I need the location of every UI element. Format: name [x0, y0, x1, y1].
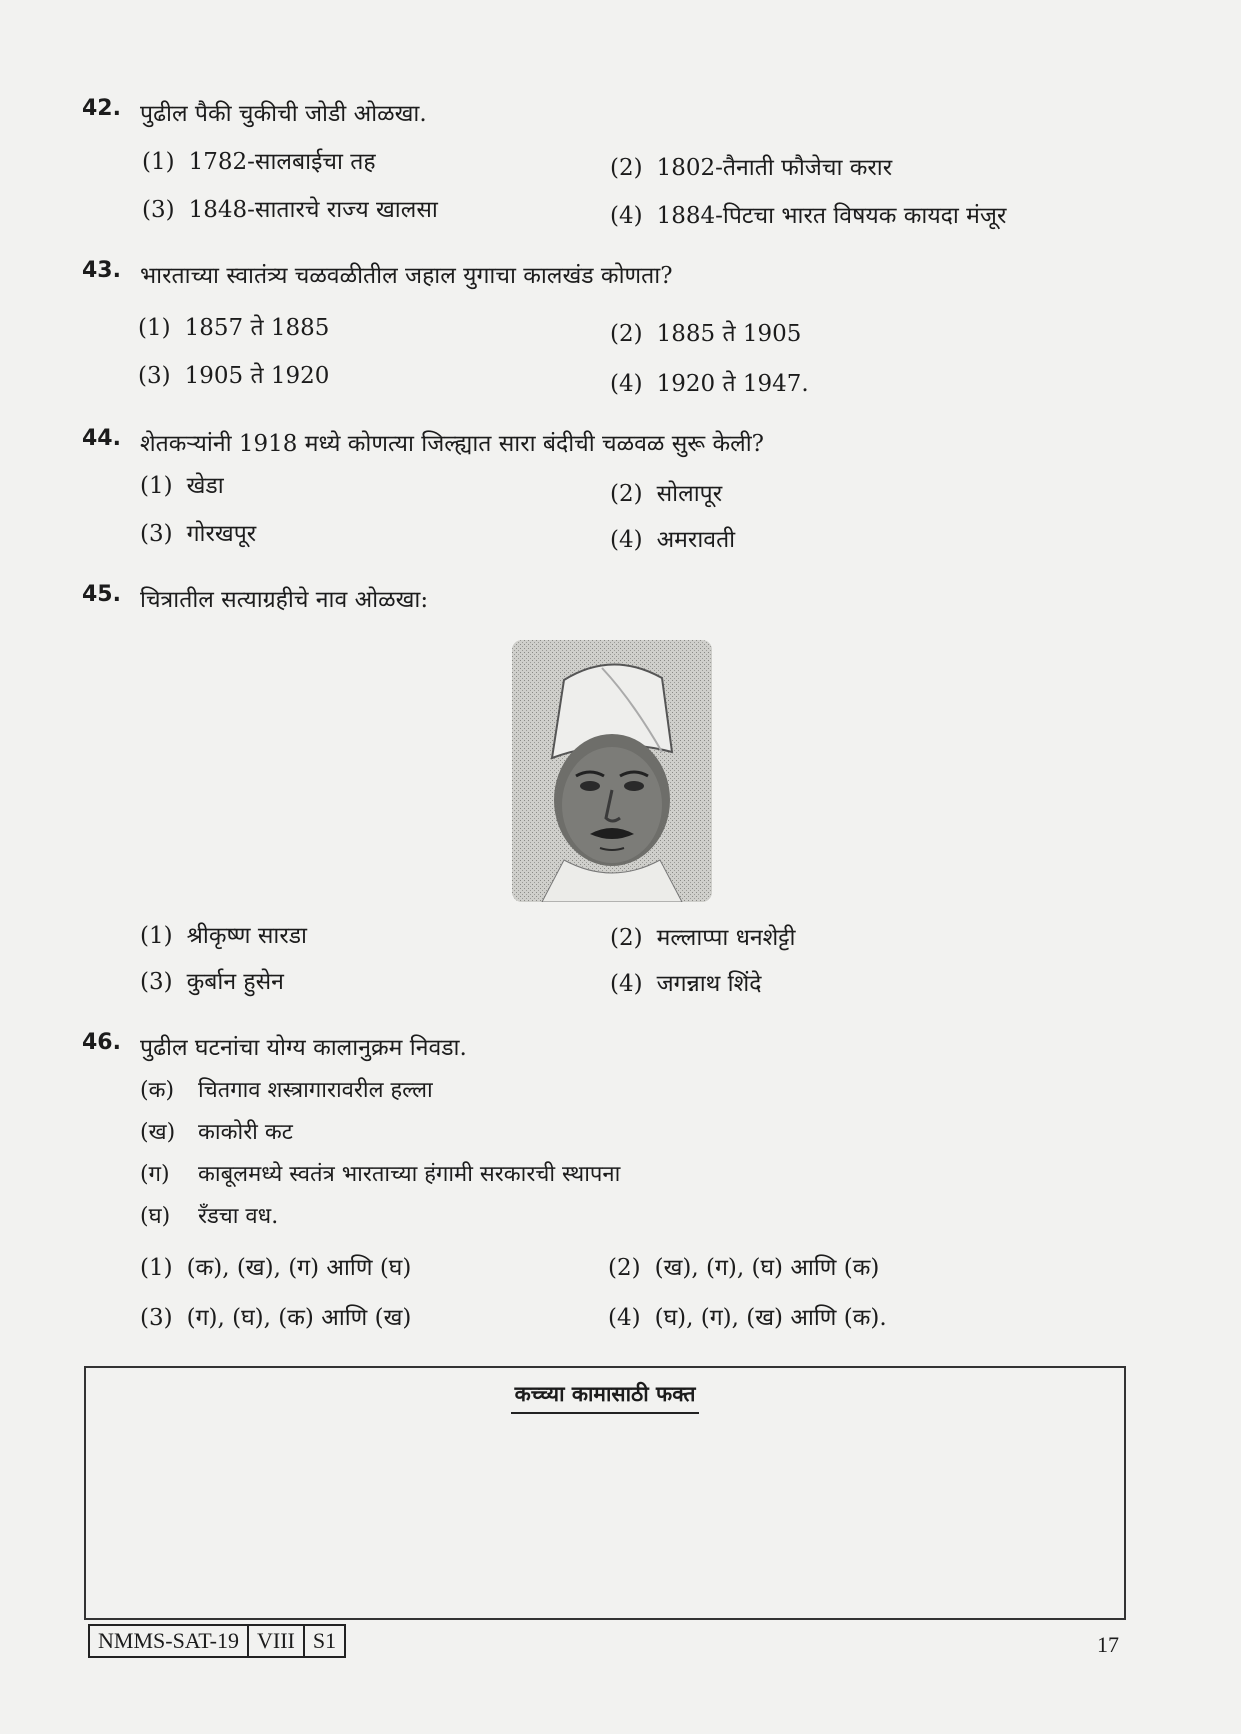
rough-work-label: कच्च्या कामासाठी फक्त [86, 1380, 1124, 1408]
question-text: भारताच्या स्वातंत्र्य चळवळीतील जहाल युगाचा कालखंड कोणता? [140, 263, 673, 289]
satyagrahi-portrait [512, 640, 712, 902]
event-ga: (ग) काबूलमध्ये स्वतंत्र भारताच्या हंगामी सरकारची स्थापना [140, 1162, 621, 1187]
paper-code-set: S1 [304, 1625, 345, 1657]
option-2[interactable]: (2) सोलापूर [610, 481, 723, 507]
option-2[interactable]: (2) 1885 ते 1905 [610, 321, 802, 347]
option-3[interactable]: (3) गोरखपूर [140, 521, 257, 547]
paper-code [88, 1624, 346, 1658]
question-text: पुढील घटनांचा योग्य कालानुक्रम निवडा. [140, 1035, 467, 1061]
option-4[interactable]: (4) जगन्नाथ शिंदे [610, 971, 762, 997]
option-2[interactable]: (2) 1802-तैनाती फौजेचा करार [610, 155, 893, 181]
question-number: 45. [82, 582, 121, 607]
option-3[interactable]: (3) 1905 ते 1920 [138, 363, 330, 389]
option-4[interactable]: (4) 1920 ते 1947. [610, 371, 809, 397]
option-2[interactable]: (2) (ख), (ग), (घ) आणि (क) [608, 1255, 880, 1281]
option-1[interactable]: (1) 1857 ते 1885 [138, 315, 330, 341]
option-4[interactable]: (4) (घ), (ग), (ख) आणि (क). [608, 1305, 887, 1331]
question-text: शेतकऱ्यांनी 1918 मध्ये कोणत्या जिल्ह्यात सारा बंदीची चळवळ सुरू केली? [140, 431, 764, 457]
event-kha: (ख) काकोरी कट [140, 1120, 293, 1145]
question-number: 42. [82, 96, 121, 121]
option-2[interactable]: (2) मल्लाप्पा धनशेट्टी [610, 925, 796, 951]
question-text: चित्रातील सत्याग्रहीचे नाव ओळखा: [140, 587, 429, 613]
question-number: 46. [82, 1030, 121, 1055]
question-number: 43. [82, 258, 121, 283]
option-3[interactable]: (3) कुर्बान हुसेन [140, 969, 284, 995]
portrait-illustration [512, 640, 712, 902]
option-1[interactable]: (1) 1782-सालबाईचा तह [142, 149, 376, 175]
paper-code-exam: NMMS-SAT-19 [89, 1625, 248, 1657]
option-4[interactable]: (4) अमरावती [610, 527, 736, 553]
event-ka: (क) चितगाव शस्त्रागारावरील हल्ला [140, 1078, 433, 1103]
option-1[interactable]: (1) खेडा [140, 473, 224, 499]
option-4[interactable]: (4) 1884-पिटचा भारत विषयक कायदा मंजूर [610, 203, 1007, 229]
option-3[interactable]: (3) 1848-सातारचे राज्य खालसा [142, 197, 438, 223]
paper-code-class: VIII [248, 1625, 304, 1657]
option-3[interactable]: (3) (ग), (घ), (क) आणि (ख) [140, 1305, 412, 1331]
rough-work-box [84, 1366, 1126, 1620]
page-number: 17 [1097, 1632, 1119, 1657]
option-1[interactable]: (1) (क), (ख), (ग) आणि (घ) [140, 1255, 412, 1281]
question-number: 44. [82, 426, 121, 451]
option-1[interactable]: (1) श्रीकृष्ण सारडा [140, 923, 308, 949]
question-text: पुढील पैकी चुकीची जोडी ओळखा. [140, 101, 427, 127]
event-gha: (घ) रँडचा वध. [140, 1204, 279, 1229]
